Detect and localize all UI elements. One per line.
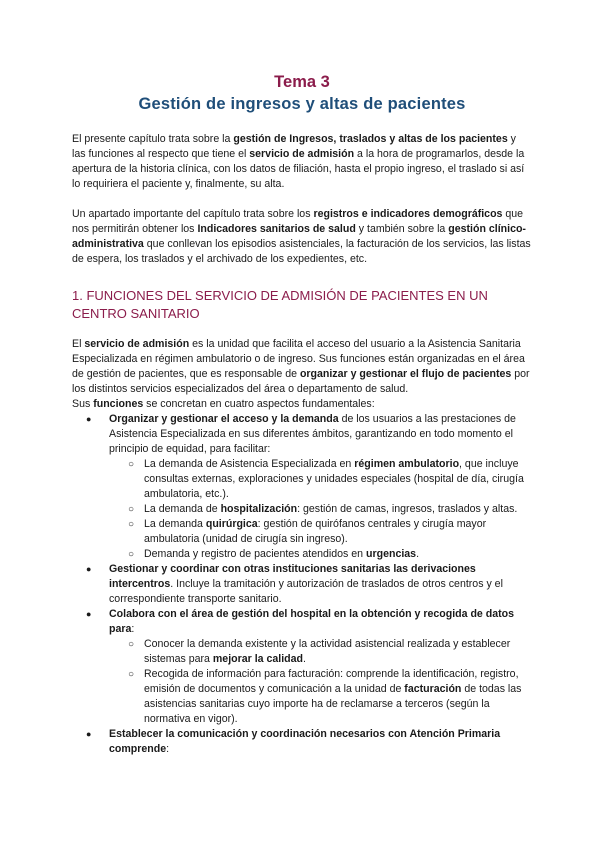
bold-text: Colabora con el área de gestión del hospital en la obtención y recogida de datos para: [109, 608, 515, 635]
text-run: Recogida de información para facturación: comprende la identificación, registro, emisión de documentos y comunicación a la unidad de: [144, 668, 519, 695]
sub-list-item: [72, 667, 532, 727]
text-run: :: [131, 623, 135, 635]
circle-bullet-icon: ○: [128, 504, 135, 515]
text-run: Demanda y registro de pacientes atendidos en: [144, 548, 367, 560]
list-item: [72, 412, 532, 457]
circle-bullet-icon: ○: [128, 459, 135, 470]
bold-text: organizar y gestionar el flujo de pacientes: [299, 368, 512, 380]
bold-text: hospitalización: [220, 503, 298, 515]
intro-paragraph-1: [72, 132, 532, 192]
circle-bullet-icon: ○: [128, 639, 135, 650]
list-item: [72, 727, 532, 757]
sub-list-item: [72, 517, 532, 547]
bold-text: régimen ambulatorio: [354, 458, 460, 470]
text-run: y también sobre la: [355, 223, 449, 235]
text-run: .: [302, 653, 306, 665]
section-paragraph-2: [72, 397, 532, 412]
bullet-icon: ●: [86, 414, 92, 424]
bullet-icon: ●: [86, 729, 92, 739]
circle-bullet-icon: ○: [128, 549, 135, 560]
text-run: La demanda: [144, 518, 206, 530]
text-run: La demanda de Asistencia Especializada en: [144, 458, 355, 470]
sub-list-item: [72, 637, 532, 667]
text-run: que nos permitirán obtener los: [72, 208, 524, 235]
text-run: es la unidad que facilita el acceso del usuario a la Asistencia Sanitaria Especializada en régimen ambulatorio o de ingreso. Sus funciones están organizadas en el área de gestión de pacientes, que es responsable de: [72, 338, 525, 380]
bold-text: quirúrgica: [205, 518, 258, 530]
bold-text: facturación: [404, 683, 462, 695]
chapter-title: Gestión de ingresos y altas de pacientes: [138, 95, 466, 113]
text-run: El presente capítulo trata sobre la: [72, 133, 234, 145]
sub-list-item: [72, 457, 532, 502]
text-run: de los usuarios a las prestaciones de Asistencia Especializada en sus diferentes ámbitos, garantizando en todo momento el principio de equidad, para facilitar:: [109, 413, 516, 455]
bold-text: registros e indicadores demográficos: [313, 208, 503, 220]
list-item: [72, 562, 532, 607]
list-item: [72, 607, 532, 637]
sub-list-item: [72, 547, 532, 562]
bold-text: gestión de Ingresos, traslados y altas de los pacientes: [233, 133, 508, 145]
chapter-number: Tema 3: [274, 73, 330, 91]
bold-text: mejorar la calidad: [212, 653, 303, 665]
text-run: : gestión de quirófanos centrales y cirugía mayor ambulatoria (unidad de cirugía sin ingreso).: [144, 518, 487, 545]
bold-text: Organizar y gestionar el acceso y la demanda: [109, 413, 339, 425]
bold-text: servicio de admisión: [84, 338, 190, 350]
text-run: El: [72, 338, 85, 350]
text-run: de todas las asistencias sanitarias cuyo importe ha de reclamarse a terceros (según la normativa en vigor).: [144, 683, 522, 725]
text-run: se concretan en cuatro aspectos fundamentales:: [143, 398, 375, 410]
text-run: , que incluye consultas externas, exploraciones y unidades especiales (hospital de día, cirugía ambulatoria, etc.).: [144, 458, 524, 500]
text-run: :: [166, 743, 170, 755]
functions-list: [72, 412, 532, 757]
text-run: . Incluye la tramitación y autorización de traslados de otros centros y el correspondiente transporte sanitario.: [109, 578, 503, 605]
bullet-icon: ●: [86, 609, 92, 619]
text-run: por los distintos servicios especializados del área o departamento de salud.: [72, 368, 530, 395]
document-page: [72, 72, 532, 757]
bold-text: servicio de admisión: [249, 148, 355, 160]
section-paragraph-1: [72, 337, 532, 397]
text-run: : gestión de camas, ingresos, traslados y altas.: [297, 503, 518, 515]
intro-paragraph-2: [72, 207, 532, 267]
bold-text: gestión clínico-administrativa: [72, 223, 526, 250]
bold-text: Establecer la comunicación y coordinación necesarios con Atención Primaria comprende: [109, 728, 501, 755]
section-heading: 1. FUNCIONES DEL SERVICIO DE ADMISIÓN DE PACIENTES EN UN CENTRO SANITARIO: [72, 288, 488, 321]
circle-bullet-icon: ○: [128, 669, 135, 680]
bullet-icon: ●: [86, 564, 92, 574]
text-run: .: [416, 548, 420, 560]
bold-text: Indicadores sanitarios de salud: [197, 223, 356, 235]
circle-bullet-icon: ○: [128, 519, 135, 530]
text-run: que conllevan los episodios asistenciales, la facturación de los servicios, las listas de espera, los traslados y el archivado de los expedientes, etc.: [72, 238, 531, 265]
bold-text: urgencias: [366, 548, 417, 560]
text-run: Conocer la demanda existente y la actividad asistencial realizada y establecer sistemas para: [144, 638, 511, 665]
text-run: Un apartado importante del capítulo trata sobre los: [72, 208, 314, 220]
sub-list-item: [72, 502, 532, 517]
text-run: y las funciones al respecto que tiene el: [72, 133, 516, 160]
text-run: a la hora de programarlos, desde la apertura de la historia clínica, con los datos de filiación, hasta el propio ingreso, el traslado si así lo requiriera el paciente y, finalmente, su alta.: [72, 148, 525, 190]
bold-text: Gestionar y coordinar con otras instituciones sanitarias las derivaciones intercentros: [109, 563, 476, 590]
text-run: Sus: [72, 398, 94, 410]
text-run: La demanda de: [144, 503, 221, 515]
bold-text: funciones: [93, 398, 144, 410]
